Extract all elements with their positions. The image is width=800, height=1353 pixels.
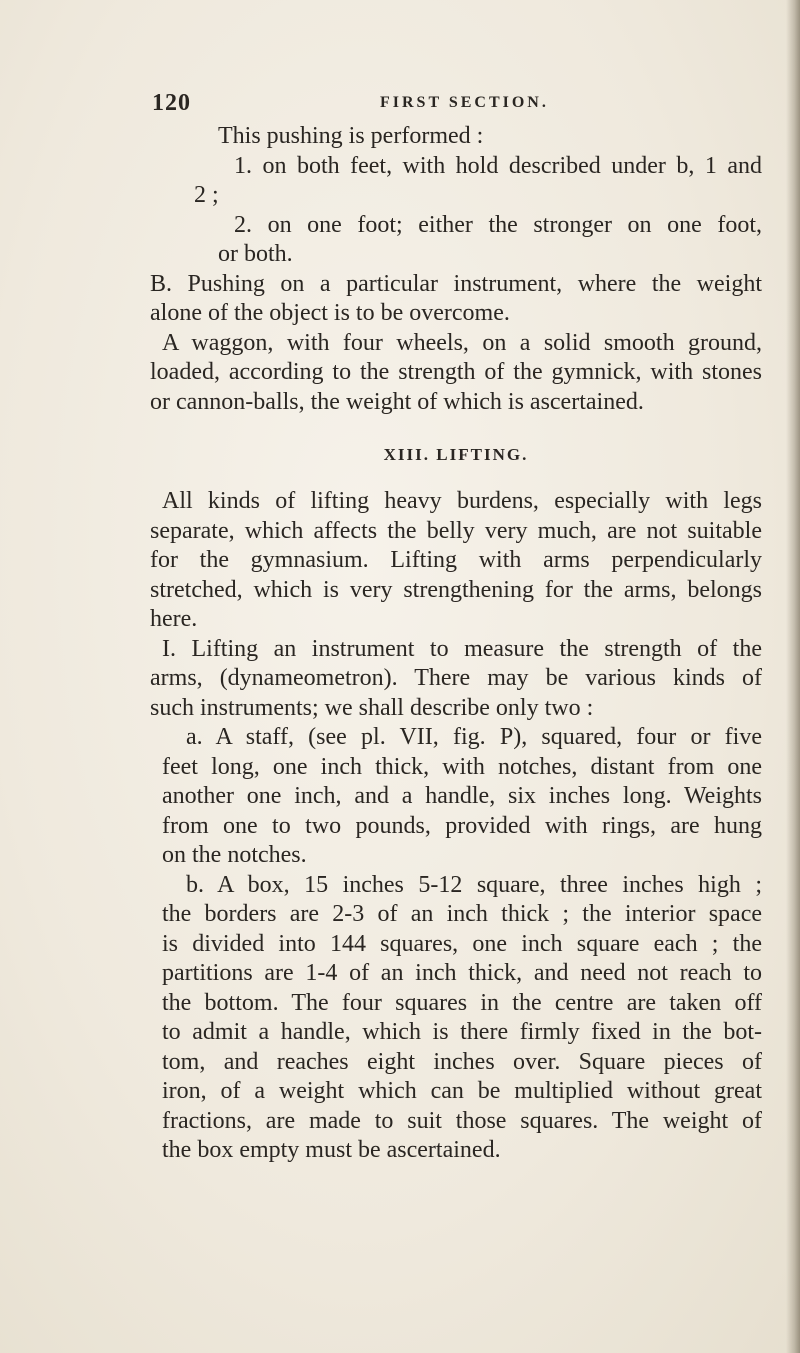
text-line: separate, which affects the belly very much, are not suitable — [150, 517, 762, 544]
text-line: such instruments; we shall describe only two : — [150, 694, 594, 721]
text-line: A waggon, with four wheels, on a solid smooth ground, — [162, 329, 762, 356]
text-line: the borders are 2-3 of an inch thick ; the interior space — [162, 901, 762, 927]
text-line: b. A box, 15 inches 5-12 square, three inches high ; — [186, 871, 762, 898]
text-line: I. Lifting an instrument to measure the strength of the — [162, 635, 762, 662]
page-edge-shadow — [786, 0, 800, 1353]
text-line: 2 ; — [194, 182, 219, 208]
text-line: is divided into 144 squares, one inch square each ; the — [162, 930, 762, 957]
text-line: to admit a handle, which is there firmly fixed in the bot- — [162, 1019, 762, 1045]
text-line: partitions are 1-4 of an inch thick, and need not reach to — [162, 960, 762, 986]
page-header — [152, 90, 752, 120]
text-line: or cannon-balls, the weight of which is ascertained. — [150, 388, 644, 415]
section-heading: XIII. LIFTING. — [383, 445, 529, 464]
text-line: a. A staff, (see pl. VII, fig. P), squared, four or five — [186, 724, 762, 750]
text-line: or both. — [218, 241, 293, 267]
text-line: the bottom. The four squares in the centre are taken off — [162, 989, 762, 1016]
running-head: FIRST SECTION. — [380, 94, 549, 111]
text-line: arms, (dynameometron). There may be various kinds of — [150, 665, 762, 691]
text-line: B. Pushing on a particular instrument, where the weight — [150, 270, 762, 297]
page-body — [150, 122, 762, 1166]
page-number: 120 — [152, 90, 191, 116]
text-line: fractions, are made to suit those squares. The weight of — [162, 1107, 762, 1134]
text-line: All kinds of lifting heavy burdens, especially with legs — [162, 488, 762, 514]
text-line: loaded, according to the strength of the gymnick, with stones — [150, 359, 762, 385]
text-line: here. — [150, 606, 198, 632]
text-line: the box empty must be ascertained. — [162, 1137, 501, 1163]
text-line: feet long, one inch thick, with notches, distant from one — [162, 753, 762, 780]
text-line: tom, and reaches eight inches over. Square pieces of — [162, 1048, 762, 1075]
text-line: for the gymnasium. Lifting with arms perpendicularly — [150, 547, 762, 573]
text-line: This pushing is performed : — [218, 123, 484, 149]
text-line: another one inch, and a handle, six inches long. Weights — [162, 783, 762, 809]
text-line: iron, of a weight which can be multiplied without great — [162, 1078, 762, 1104]
text-line: from one to two pounds, provided with rings, are hung — [162, 812, 762, 839]
text-line: on the notches. — [162, 842, 307, 868]
text-line: 1. on both feet, with hold described under b, 1 and — [234, 152, 762, 179]
text-line: alone of the object is to be overcome. — [150, 300, 510, 326]
text-line: stretched, which is very strengthening for the arms, belongs — [150, 576, 762, 603]
text-line: 2. on one foot; either the stronger on one foot, — [234, 211, 762, 238]
